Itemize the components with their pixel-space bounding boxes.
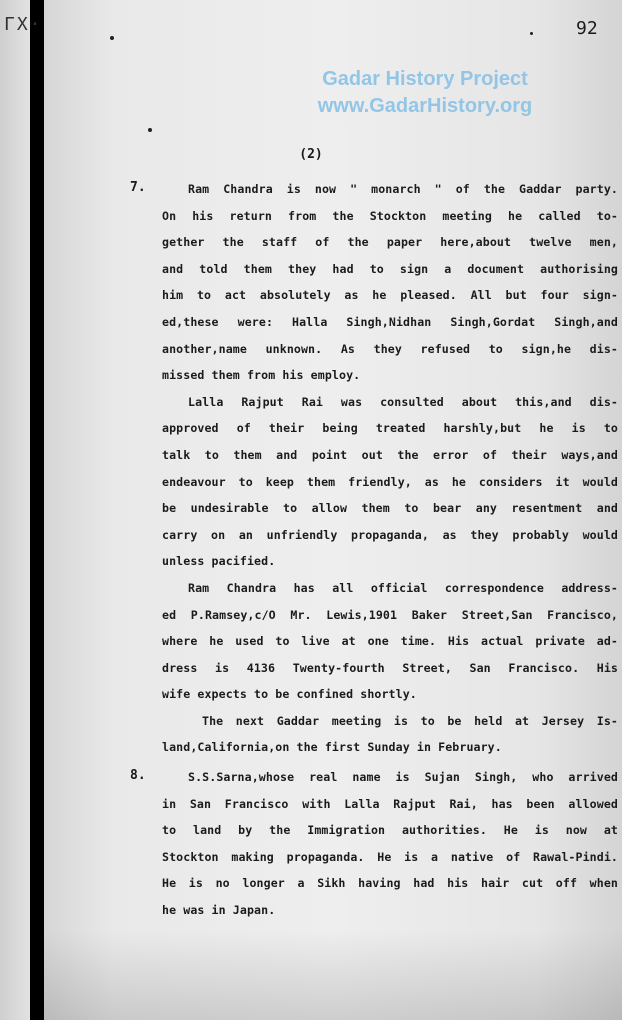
text-line: S.S.Sarna,whose real name is Sujan Singh, who arrived	[188, 770, 618, 784]
text-line: wife expects to be confined shortly.	[162, 687, 417, 702]
text-line: he was in Japan.	[162, 902, 276, 917]
page-number: 92	[576, 18, 598, 39]
text-line: Lalla Rajput Rai was consulted about this,and dis-	[188, 394, 618, 409]
text-line: ed P.Ramsey,c/O Mr. Lewis,1901 Baker Street,San Francisco,	[162, 607, 618, 622]
text-line: On his return from the Stockton meeting he called to-	[162, 208, 618, 223]
text-line: endeavour to keep them friendly, as he considers it would	[162, 474, 618, 489]
text-line: He is no longer a Sikh having had his hair cut off when	[162, 876, 618, 891]
text-line: where he used to live at one time. His actual private ad-	[162, 634, 618, 649]
text-line: land,California,on the first Sunday in February.	[162, 740, 502, 755]
watermark-line-2: www.GadarHistory.org	[317, 95, 533, 117]
text-line: approved of their being treated harshly,but he is to	[162, 421, 618, 436]
watermark	[270, 66, 580, 120]
text-line: Stockton making propaganda. He is a native of Rawal-Pindi.	[162, 849, 618, 864]
scan-shadow	[44, 930, 622, 1020]
paragraph-number: 8.	[130, 768, 146, 783]
text-line: another,name unknown. As they refused to sign,he dis-	[162, 341, 618, 356]
text-line: in San Francisco with Lalla Rajput Rai, has been allowed	[162, 796, 618, 811]
text-line: ed,these were: Halla Singh,Nidhan Singh,Gordat Singh,and	[162, 314, 618, 329]
section-mark: (2)	[299, 147, 323, 162]
text-line: Ram Chandra is now " monarch " of the Gaddar party.	[188, 182, 618, 196]
edge-mark: ΓΧ·	[4, 14, 43, 35]
text-line: gether the staff of the paper here,about twelve men,	[162, 235, 618, 250]
text-line: talk to them and point out the error of their ways,and	[162, 447, 618, 462]
text-line: to land by the Immigration authorities. He is now at	[162, 823, 618, 838]
text-line: unless pacified.	[162, 554, 276, 569]
text-line: The next Gaddar meeting is to be held at Jersey Is-	[202, 713, 618, 728]
watermark-line-1: Gadar History Project	[322, 68, 528, 90]
paragraph-number: 7.	[130, 180, 146, 195]
paragraph-7	[162, 176, 618, 761]
text-line: him to act absolutely as he pleased. All but four sign-	[162, 288, 618, 303]
speck	[530, 32, 533, 35]
speck	[148, 128, 152, 132]
text-line: carry on an unfriendly propaganda, as they probably would	[162, 527, 618, 542]
paragraph-8	[162, 764, 618, 924]
speck	[110, 36, 114, 40]
text-line: missed them from his employ.	[162, 368, 361, 383]
text-line: be undesirable to allow them to bear any resentment and	[162, 501, 618, 516]
text-line: Ram Chandra has all official correspondence address-	[188, 580, 618, 595]
text-line: dress is 4136 Twenty-fourth Street, San Francisco. His	[162, 660, 618, 675]
text-line: and told them they had to sign a document authorising	[162, 261, 618, 276]
